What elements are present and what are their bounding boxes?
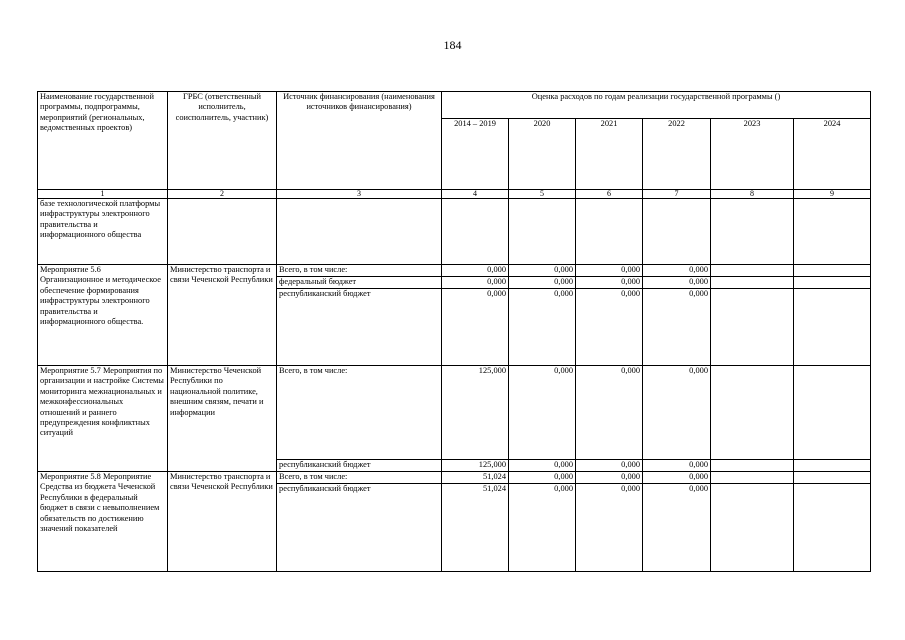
value-cell [711,484,794,572]
value-cell: 0,000 [576,277,643,289]
value-cell [442,199,509,265]
value-cell: 0,000 [643,289,711,366]
grbs-cell [168,199,277,265]
value-cell: 0,000 [509,472,576,484]
value-cell [794,472,871,484]
source-cell [277,199,442,265]
value-cell [711,277,794,289]
source-cell: Всего, в том числе: [277,265,442,277]
grbs-cell: Министерство транспорта и связи Чеченской Республики [168,265,277,366]
column-number: 3 [277,190,442,199]
value-cell [711,366,794,460]
value-cell: 0,000 [442,289,509,366]
value-cell [711,289,794,366]
activity-name-cell: базе технологической платформы инфраструктуры электронного правительства и информационного общества [38,199,168,265]
value-cell [711,472,794,484]
value-cell [711,199,794,265]
column-number: 8 [711,190,794,199]
value-cell: 0,000 [509,460,576,472]
value-cell: 0,000 [643,277,711,289]
value-cell [794,366,871,460]
value-cell: 0,000 [509,289,576,366]
value-cell: 0,000 [643,265,711,277]
value-cell: 0,000 [643,472,711,484]
column-number: 6 [576,190,643,199]
header-year-cell: 2014 – 2019 [442,119,509,190]
activity-name-cell: Мероприятие 5.7 Мероприятия по организации и настройке Системы мониторинга межнациональных и межконфессиональных отношений и раннего предупреждения конфликтных ситуаций [38,366,168,472]
value-cell: 0,000 [509,277,576,289]
value-cell: 0,000 [509,484,576,572]
header-budget-group-cell: Оценка расходов по годам реализации государственной программы () [442,92,871,119]
header-year-cell: 2022 [643,119,711,190]
value-cell [711,460,794,472]
value-cell: 51,024 [442,472,509,484]
grbs-cell: Министерство транспорта и связи Чеченской Республики [168,472,277,572]
value-cell: 0,000 [643,366,711,460]
source-cell: Всего, в том числе: [277,472,442,484]
value-cell: 0,000 [442,277,509,289]
value-cell [509,199,576,265]
value-cell: 125,000 [442,460,509,472]
source-cell: республиканский бюджет [277,484,442,572]
budget-table [37,91,871,572]
value-cell: 0,000 [576,289,643,366]
value-cell [794,484,871,572]
value-cell: 0,000 [509,265,576,277]
header-year-cell: 2024 [794,119,871,190]
value-cell: 125,000 [442,366,509,460]
activity-name-cell: Мероприятие 5.6 Организационное и методическое обеспечение формирования инфраструктуры электронного правительства и информационного общества. [38,265,168,366]
table-row [38,265,871,277]
grbs-cell: Министерство Чеченской Республики по национальной политике, внешним связям, печати и информации [168,366,277,472]
value-cell: 0,000 [576,472,643,484]
table-row [38,472,871,484]
header-year-cell: 2023 [711,119,794,190]
value-cell [794,199,871,265]
value-cell: 0,000 [509,366,576,460]
value-cell [711,265,794,277]
value-cell: 51,024 [442,484,509,572]
value-cell: 0,000 [643,460,711,472]
source-cell: республиканский бюджет [277,460,442,472]
header-year-cell: 2020 [509,119,576,190]
source-cell: республиканский бюджет [277,289,442,366]
value-cell: 0,000 [576,366,643,460]
value-cell: 0,000 [576,484,643,572]
column-number: 5 [509,190,576,199]
value-cell: 0,000 [576,460,643,472]
value-cell [794,265,871,277]
column-number: 1 [38,190,168,199]
value-cell [576,199,643,265]
value-cell [794,460,871,472]
header-year-cell: 2021 [576,119,643,190]
column-number: 2 [168,190,277,199]
column-number: 9 [794,190,871,199]
value-cell [643,199,711,265]
source-cell: Всего, в том числе: [277,366,442,460]
value-cell: 0,000 [442,265,509,277]
page-number: 184 [443,38,462,52]
activity-name-cell: Мероприятие 5.8 Мероприятие Средства из бюджета Чеченской Республики в федеральный бюджет в связи с невыполнением обязательств по достижению значений показателей [38,472,168,572]
header-grbs-cell: ГРБС (ответственный исполнитель, соисполнитель, участник) [168,92,277,190]
header-source-cell: Источник финансирования (наименования источников финансирования) [277,92,442,190]
column-number: 4 [442,190,509,199]
source-cell: федеральный бюджет [277,277,442,289]
value-cell: 0,000 [576,265,643,277]
table-row [38,199,871,265]
value-cell [794,289,871,366]
header-name-cell: Наименование государственной программы, подпрограммы, мероприятий (региональных, ведомственных проектов) [38,92,168,190]
column-number: 7 [643,190,711,199]
table-row [38,366,871,460]
value-cell: 0,000 [643,484,711,572]
value-cell [794,277,871,289]
